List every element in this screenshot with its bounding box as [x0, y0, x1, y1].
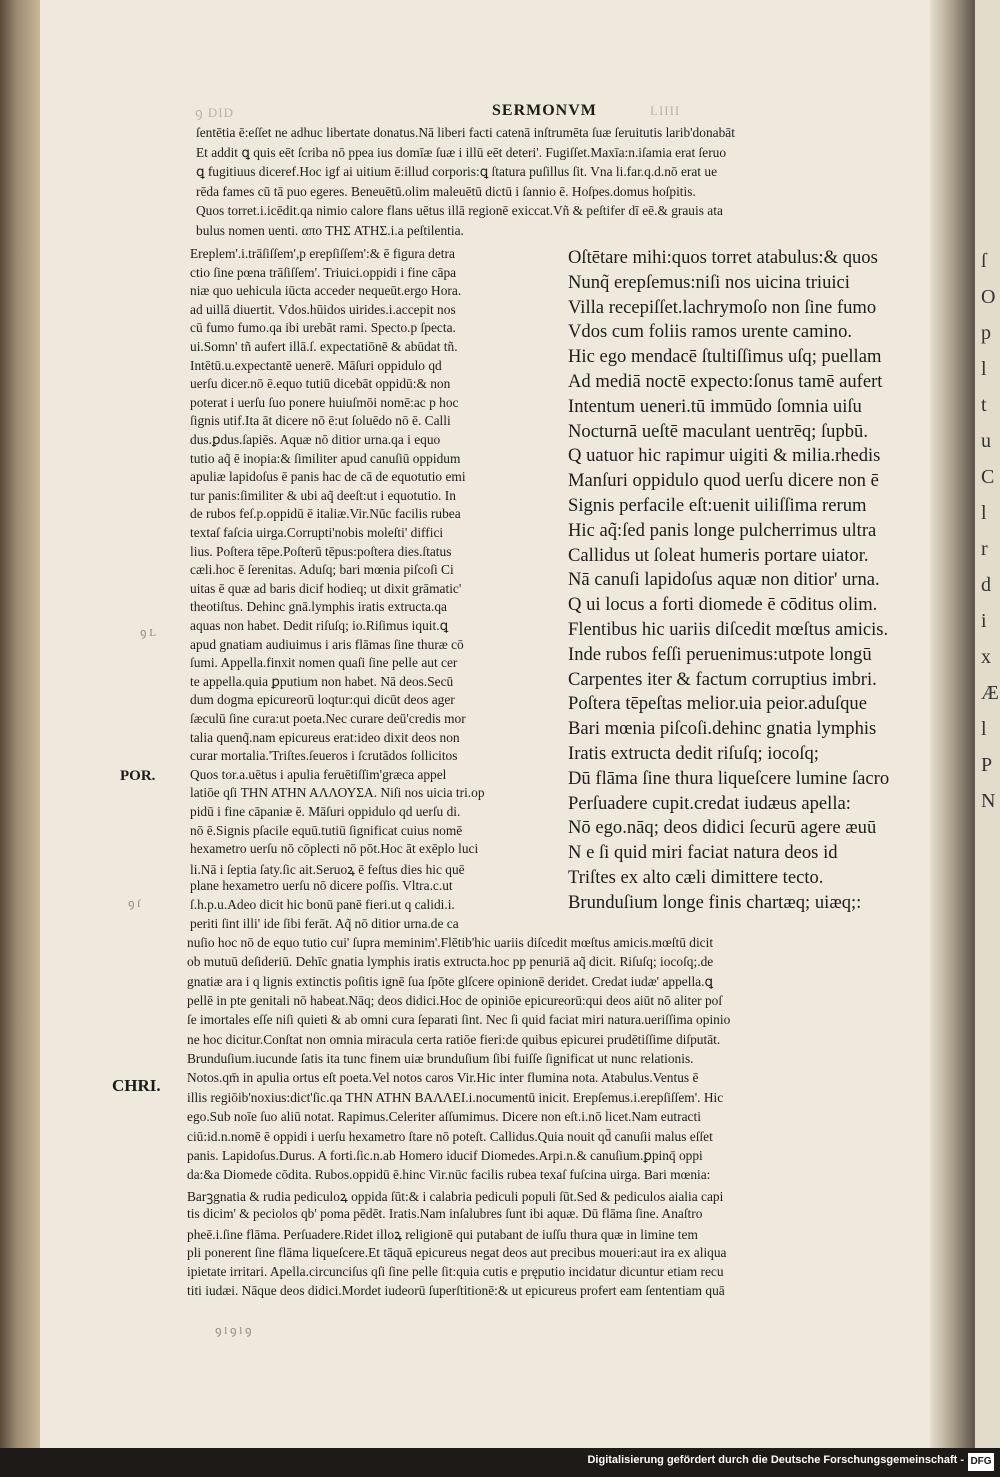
commentary-line: ne hoc dicitur.Conſtat non omnia miracula certa ratiōe fieri:de quibus epicurei prudētiſſime diſputāt.: [187, 1031, 721, 1047]
book-gutter: [930, 0, 975, 1448]
faint-margin-mark: ꝯ L: [140, 627, 156, 639]
verse-line: Iratis extructa dedit riſuſq; iocoſq;: [568, 743, 819, 764]
next-page-letter: N: [981, 790, 996, 812]
commentary-line: cæli.hoc ē ſerenitas. Aduſq; bari mœnia piſcoſi Ci: [190, 562, 454, 578]
commentary-line: ui.Somn' tñ aufert illā.ſ. expectatiōnē & abūdat tñ.: [190, 339, 458, 354]
commentary-line: theotiſtus. Dehinc gnā.lymphis iratis extructa.qa: [190, 599, 447, 615]
commentary-line: ſæculū ſine cura:ut poeta.Nec curare deū'credis mor: [190, 711, 466, 726]
verse-line: Vdos cum foliis ramos urente camino.: [568, 321, 853, 343]
commentary-line: plane hexametro uerſu nō dicere poſſis. Vltra.c.ut: [190, 878, 453, 894]
verse-line: Villa recepiſſet.lachrymoſo non ſine fumo: [568, 296, 877, 318]
commentary-line: da:&a Diomede cōdita. Rubos.oppidū ē.hinc Vir.nūc facilis rubea texaſ fuſcina uirga. Bari mœnia:: [187, 1167, 711, 1183]
commentary-line: ctio ſine pœna trāſiſſem'. Triuici.oppidi i fine cāpa: [190, 264, 457, 280]
commentary-line: li.Nā i ſeptia ſaty.ſic ait.Seruoꝝ ē feſtus dies hic quē: [190, 861, 465, 877]
verse-line: Q ui locus a forti diomede ē cōditus olim.: [568, 594, 878, 616]
verse-line: Nā canuſi lapidoſus aquæ non ditior' urna.: [568, 569, 880, 591]
next-page-letter: u: [981, 430, 991, 452]
commentary-line: nō ē.Signis pſacile equū.tutiū ſignificat cuius nomē: [190, 822, 463, 838]
next-page-letter: l: [981, 502, 987, 524]
commentary-line: de rubos feſ.p.oppidū ē italiæ.Vir.Nūc facilis rubea: [190, 506, 461, 522]
verse-line: Perſuadere cupit.credat iudæus apella:: [568, 792, 851, 814]
commentary-line: ſ.h.p.u.Adeo dicit hic bonū panē fieri.ut q calidi.i.: [190, 897, 455, 912]
commentary-line: rēda fames cū tā puo egeres. Beneuētū.olim maleuētū dictū i ſannio ē. Hoſpes.domus hoſpitis.: [196, 183, 696, 199]
verse-line: Callidus ut ſoleat humeris portare uiator.: [568, 544, 869, 566]
commentary-line: cū fumo fumo.qa ibi urebāt rami. Specto.p ſpecta.: [190, 320, 456, 336]
verse-line: Q uatuor hic rapimur uigiti & milia.rhedis: [568, 445, 881, 467]
commentary-line: dum dogma epicureorū loqtur:qui dicūt deos ager: [190, 692, 455, 708]
commentary-line: pheē.i.ſine flāma. Perſuadere.Ridet illoꝝ religionē qui putabant de iuſſu thura quæ in limine tem: [187, 1227, 698, 1243]
commentary-line: Brunduſium.iucunde ſatis ita tunc finem uiæ brunduſium ſibi fuiſſe ſignificat ut nunc relationis.: [187, 1051, 694, 1067]
faint-bottom-mark: ꝯ l ꝯ l ꝯ: [215, 1325, 252, 1337]
next-page-letter: P: [981, 754, 993, 776]
next-page-fragment: [975, 0, 1000, 1448]
next-page-letter: O: [981, 286, 996, 308]
funding-notice: Digitalisierung gefördert durch die Deutsche Forschungsgemeinschaft -: [587, 1454, 964, 1466]
footer-bar: [0, 1448, 1000, 1477]
commentary-line: talia quenq̃.nam epicureus erat:ideo dixit deos non: [190, 729, 460, 745]
next-page-letter: Æ: [981, 682, 999, 704]
faint-margin-mark: ꝯ ſ: [128, 898, 141, 910]
verse-line: Brunduſium longe finis chartæq; uiæq;:: [568, 891, 862, 913]
commentary-line: ob mutuū deſideriū. Dehīc gnatia lymphis iratis extructa.hoc pp penuriā aq̃ dicit. Riſuſq; iocoſq;.de: [187, 954, 714, 970]
commentary-line: hexametro uerſu nō cōplecti nō pōt.Hoc āt exēplo luci: [190, 841, 479, 857]
book-page-edge: [0, 0, 42, 1448]
commentary-line: Intētū.u.expectantē uenerē. Māſuri oppidulo qd: [190, 357, 442, 373]
commentary-line: pidū i fine cāpaniæ ē. Māſuri oppidulo qd uerſu di.: [190, 804, 461, 819]
show-through-text-right: LIIII: [650, 103, 681, 118]
commentary-line: pellē in pte genitali nō habeat.Nāq; deos didici.Hoc de opiniōe epicureorū:qui deos aiūt nō aliter poſ: [187, 993, 723, 1009]
commentary-line: illis regiōib'noxius:dict'ſic.qa ΤΗΝ ΑΤΗΝ ΒΑΛΛΕΙ.i.nocumentū inicit. Erepſemus.i.erepſiſſem'. Hic: [187, 1089, 724, 1105]
next-page-letter: ſ: [981, 250, 987, 272]
margin-note-chri: CHRI.: [112, 1076, 161, 1095]
commentary-line: Quos torret.i.icēdit.qa nimio calore flans uētus illā regionē exiccat.Vñ & peſtifer dī eē.& grauis ata: [196, 203, 723, 218]
commentary-line: te appella.quia ꝑputium non habet. Nā deos.Secū: [190, 673, 454, 689]
verse-line: Nocturnā ueſtē maculant uentrēq; ſupbū.: [568, 420, 868, 442]
verse-line: Intentum ueneri.tū immūdo ſomnia uiſu: [568, 395, 862, 417]
commentary-line: uerſu dicer.nō ē.equo tutiū dicebāt oppidū:& non: [190, 376, 451, 392]
verse-line: Signis perfacile eſt:uenit uiliſſima rerum: [568, 495, 867, 516]
next-page-letter: x: [981, 646, 991, 668]
verse-line: Bari mœnia piſcoſi.dehinc gnatia lymphis: [568, 718, 877, 740]
commentary-line: dus.ꝑdus.ſapiēs. Aquæ nō ditior urna.qa i equo: [190, 432, 441, 447]
commentary-line: panis. Lapidoſus.Durus. A forti.ſic.n.ab Homero iducif Diomedes.Arpi.n.& canuſium.ꝑpinq̄ oppi: [187, 1147, 703, 1163]
verse-line: Flentibus hic uariis diſcedit mœſtus amicis.: [568, 619, 889, 640]
commentary-line: aquas non habet. Dedit riſuſq; io.Riſimus iquit.ꝗ: [190, 618, 449, 633]
verse-line: N e ſi quid miri faciat natura deos id: [568, 842, 838, 864]
commentary-line: ipietate irritari. Apella.circunciſus qſi ſine pelle ſit:quia cutis e pręputio incidatur dicuntur etiam recu: [187, 1263, 724, 1279]
commentary-line: tur panis:ſimiliter & ubi aq̃ deeſt:ut i equotutio. In: [190, 487, 456, 503]
next-page-letter: d: [981, 574, 991, 596]
commentary-line: ſumi. Appella.finxit nomen quaſi ſine pelle aut cer: [190, 655, 458, 671]
next-page-letter: p: [981, 322, 991, 344]
commentary-line: curar mortalia.'Triſtes.ſeueros i ſcrutādos ſollicitos: [190, 748, 458, 764]
commentary-line: latiōe qſi ΤΗΝ ΑΤΗΝ ΑΛΛΟΥΣΑ. Niſi nos uicia tri.op: [190, 785, 485, 801]
commentary-line: pli ponerent ſine flāma liqueſcere.Et tāquā epicureus negat deos aut precibus moueri:aut ira ex aliqua: [187, 1244, 727, 1260]
verse-line: Hic ego mendacē ſtultiſſimus uſq; puellam: [568, 346, 882, 368]
commentary-line: lius. Poſtera tēpe.Poſterū tēpus:poſtera dies.ſtatus: [190, 543, 452, 559]
commentary-line: uitas ē quæ ad baris dicif hodieq; ut dixit grāmatic': [190, 580, 462, 596]
verse-line: Ad mediā noctē expecto:ſonus tamē aufert: [568, 371, 883, 392]
next-page-letter: l: [981, 358, 987, 380]
verse-line: Nō ego.nāq; deos didici ſecurū agere æuū: [568, 817, 877, 839]
commentary-line: niæ quo uehicula iūcta acceder nequeūt.ergo Hora.: [190, 283, 462, 299]
next-page-letter: l: [981, 718, 987, 740]
verse-line: Poſtera tēpeſtas melior.uia peior.aduſque: [568, 693, 867, 715]
commentary-line: ad uillā diuertit. Vdos.hūidos uirides.i.accepit nos: [190, 301, 456, 317]
commentary-line: tis dicim' & peciolos qb' poma pēdēt. Iratis.Nam inſalubres ſunt ibi aquæ. Dū flāma ſine. Anaſtro: [187, 1205, 703, 1221]
commentary-line: titi iudæi. Nāque deos didici.Mordet iudeorū ſuperſtitionē:& ut epicureus profert eam ſententiam quā: [187, 1283, 725, 1299]
commentary-line: Et addit ꝗ quis eēt ſcriba nō ppea ius domīæ ſuæ i illū eēt deteri'. Fugiſſet.Maxīa:n.iſamia erat ſeruo: [196, 144, 727, 160]
commentary-line: poterat i uerſu ſuo ponere huiuſmōi nomē:ac p hoc: [190, 394, 459, 410]
commentary-line: ciū:id.n.nomē ē oppidi i uerſu hexametro ſtare nō poteſt. Callidus.Quia nouit qd̄ canuſii malus eſſet: [187, 1128, 713, 1144]
running-title: SERMONVM: [492, 102, 597, 119]
commentary-line: Ereplem'.i.trāſiſſem',p erepſiſſem':& ē figura detra: [190, 246, 455, 261]
verse-line: Dū flāma ſine thura liqueſcere lumine ſacro: [568, 767, 890, 789]
commentary-line: nuſio hoc nō de equo tutio cui' ſupra meminim'.Flētib'hic uariis diſcedit mœſtus amicis.mœſtū dicit: [187, 935, 714, 950]
commentary-line: gnatiæ ara i q lignis extinctis poſitis ignē ſua ſpōte glſcere opinionē deridet. Credat iudæ' appella.ꝗ: [187, 973, 713, 989]
verse-line: Inde rubos feſſi peruenimus:utpote longū: [568, 643, 872, 665]
commentary-line: Barꝫgnatia & rudia pediculoꝝ oppida ſūt:& i calabria pediculi populi ſūt.Sed & pediculos aialia capi: [187, 1188, 724, 1204]
commentary-line: periti ſint illi' ide ſibi ferāt. Aq̃ nō ditior urna.de ca: [190, 915, 459, 931]
commentary-line: apud gnatiam audiuimus i aris flāmas ſine thuræ cō: [190, 636, 464, 652]
commentary-line: ſentētia ē:eſſet ne adhuc libertate donatus.Nā liberi facti catenā inſtrumēta ſuæ ſeruitutis larib'donabāt: [196, 125, 735, 140]
show-through-text-left: ꝯ DID: [195, 105, 234, 120]
next-page-letter: i: [981, 610, 987, 632]
next-page-letter: C: [981, 466, 995, 488]
next-page-letter: t: [981, 394, 987, 416]
commentary-line: bulus nomen uenti. απο ΤΗΣ ΑΤΗΣ.i.a peſtilentia.: [196, 222, 464, 238]
commentary-line: Notos.qm̄ in apulia ortus eſt poeta.Vel notos caros Vir.Hic inter flumina nota. Atabulus.Ventus ē: [187, 1070, 699, 1086]
commentary-line: Quos tor.a.uētus i apulia feruētiſſim'græca appel: [190, 766, 447, 782]
verse-line: Manſuri oppidulo quod uerſu dicere non ē: [568, 470, 879, 492]
verse-line: Hic aq̃:ſed panis longe pulcherrimus ultra: [568, 519, 877, 541]
commentary-line: textaſ faſcia uirga.Corrupti'nobis moleſti' diffici: [190, 525, 444, 540]
commentary-line: ſignis utif.Ita āt dicere nō ē:ut ſoluēdo nō ē. Calli: [190, 413, 451, 429]
margin-note-por: POR.: [120, 768, 156, 784]
verse-line: Nunq̃ erepſemus:niſi nos uicina triuici: [568, 271, 850, 293]
verse-line: Oſtētare mihi:quos torret atabulus:& quos: [568, 247, 878, 268]
commentary-line: ego.Sub noīe ſuo aliū notat. Rapimus.Celeriter aſſumimus. Dicere non eſt.i.nō licet.Nam eutracti: [187, 1109, 701, 1125]
commentary-line: tutio aq̃ ē inopia:& ſimiliter apud canuſiū oppidum: [190, 450, 461, 466]
dfg-logo: DFG: [968, 1453, 994, 1471]
next-page-letter: r: [981, 538, 988, 560]
commentary-line: apuliæ lapidoſus ē panis hac de cā de equotutio emi: [190, 469, 466, 485]
verse-line: Triſtes ex alto cæli dimittere tecto.: [568, 867, 824, 888]
commentary-line: ſe imortales eſſe niſi quieti & ab omni cura ſeparati ſint. Nec ſi quid faciat miri natura.ueriſſima opinio: [187, 1012, 731, 1028]
verse-line: Carpentes iter & factum corruptius imbri.: [568, 668, 877, 690]
commentary-line: ꝗ fugitiuus diceref.Hoc igf ai uitium ē:illud corporis:ꝗ ſtatura puſillus ſit. Vna li.far.q.d.nō erat ue: [196, 164, 718, 179]
